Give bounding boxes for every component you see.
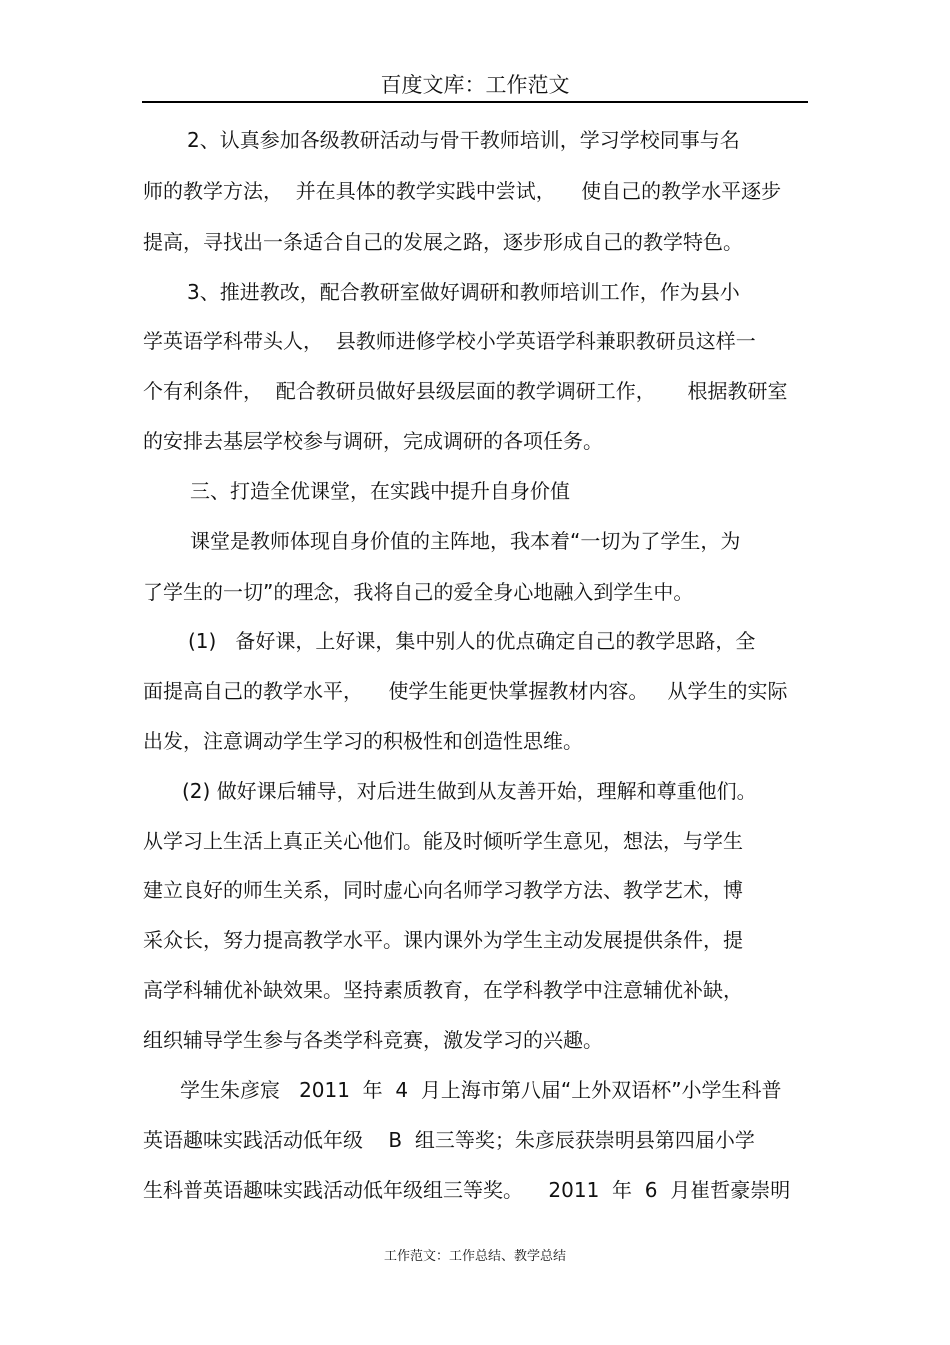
body-line: 3、推进教改，配合教研室做好调研和教师培训工作，作为县小 — [187, 280, 740, 304]
section-heading: 三、打造全优课堂，在实践中提升自身价值 — [190, 479, 570, 503]
body-line: 学英语学科带头人， 县教师进修学校小学英语学科兼职教研员这样一 — [143, 329, 756, 353]
body-line: 面提高自己的教学水平， 使学生能更快掌握教材内容。 从学生的实际 — [143, 679, 788, 703]
header-divider — [142, 101, 808, 103]
body-line: 生科普英语趣味实践活动低年级组三等奖。 2011 年 6 月崔哲豪崇明 — [143, 1178, 791, 1202]
body-line: 组织辅导学生参与各类学科竞赛，激发学习的兴趣。 — [143, 1028, 603, 1052]
body-line: (2) 做好课后辅导，对后进生做到从友善开始，理解和尊重他们。 — [182, 779, 757, 803]
body-line: 采众长，努力提高教学水平。课内课外为学生主动发展提供条件，提 — [143, 928, 743, 952]
body-line: 英语趣味实践活动低年级 B 组三等奖；朱彦辰获崇明县第四届小学 — [143, 1128, 755, 1152]
body-line: 高学科辅优补缺效果。坚持素质教育，在学科教学中注意辅优补缺， — [143, 978, 743, 1002]
body-line: 课堂是教师体现自身价值的主阵地，我本着“一切为了学生，为 — [190, 529, 741, 553]
body-line: 的安排去基层学校参与调研，完成调研的各项任务。 — [143, 429, 603, 453]
body-line: 建立良好的师生关系，同时虚心向名师学习教学方法、教学艺术，博 — [143, 878, 743, 902]
body-line: 了学生的一切”的理念，我将自己的爱全身心地融入到学生中。 — [143, 580, 694, 604]
body-line: 学生朱彦宸 2011 年 4 月上海市第八届“上外双语杯”小学生科普 — [180, 1078, 782, 1102]
body-line: 个有利条件， 配合教研员做好县级层面的教学调研工作， 根据教研室 — [143, 379, 788, 403]
body-line: 出发，注意调动学生学习的积极性和创造性思维。 — [143, 729, 583, 753]
page-header-title: 百度文库：工作范文 — [380, 73, 570, 97]
body-line: 师的教学方法， 并在具体的教学实践中尝试， 使自己的教学水平逐步 — [143, 179, 782, 203]
body-line: (1) 备好课，上好课，集中别人的优点确定自己的教学思路，全 — [188, 629, 756, 653]
body-line: 提高，寻找出一条适合自己的发展之路，逐步形成自己的教学特色。 — [143, 230, 743, 254]
body-line: 从学习上生活上真正关心他们。能及时倾听学生意见，想法，与学生 — [143, 829, 743, 853]
body-line: 2、认真参加各级教研活动与骨干教师培训，学习学校同事与名 — [187, 128, 740, 152]
page-footer: 工作范文：工作总结、教学总结 — [383, 1249, 566, 1264]
